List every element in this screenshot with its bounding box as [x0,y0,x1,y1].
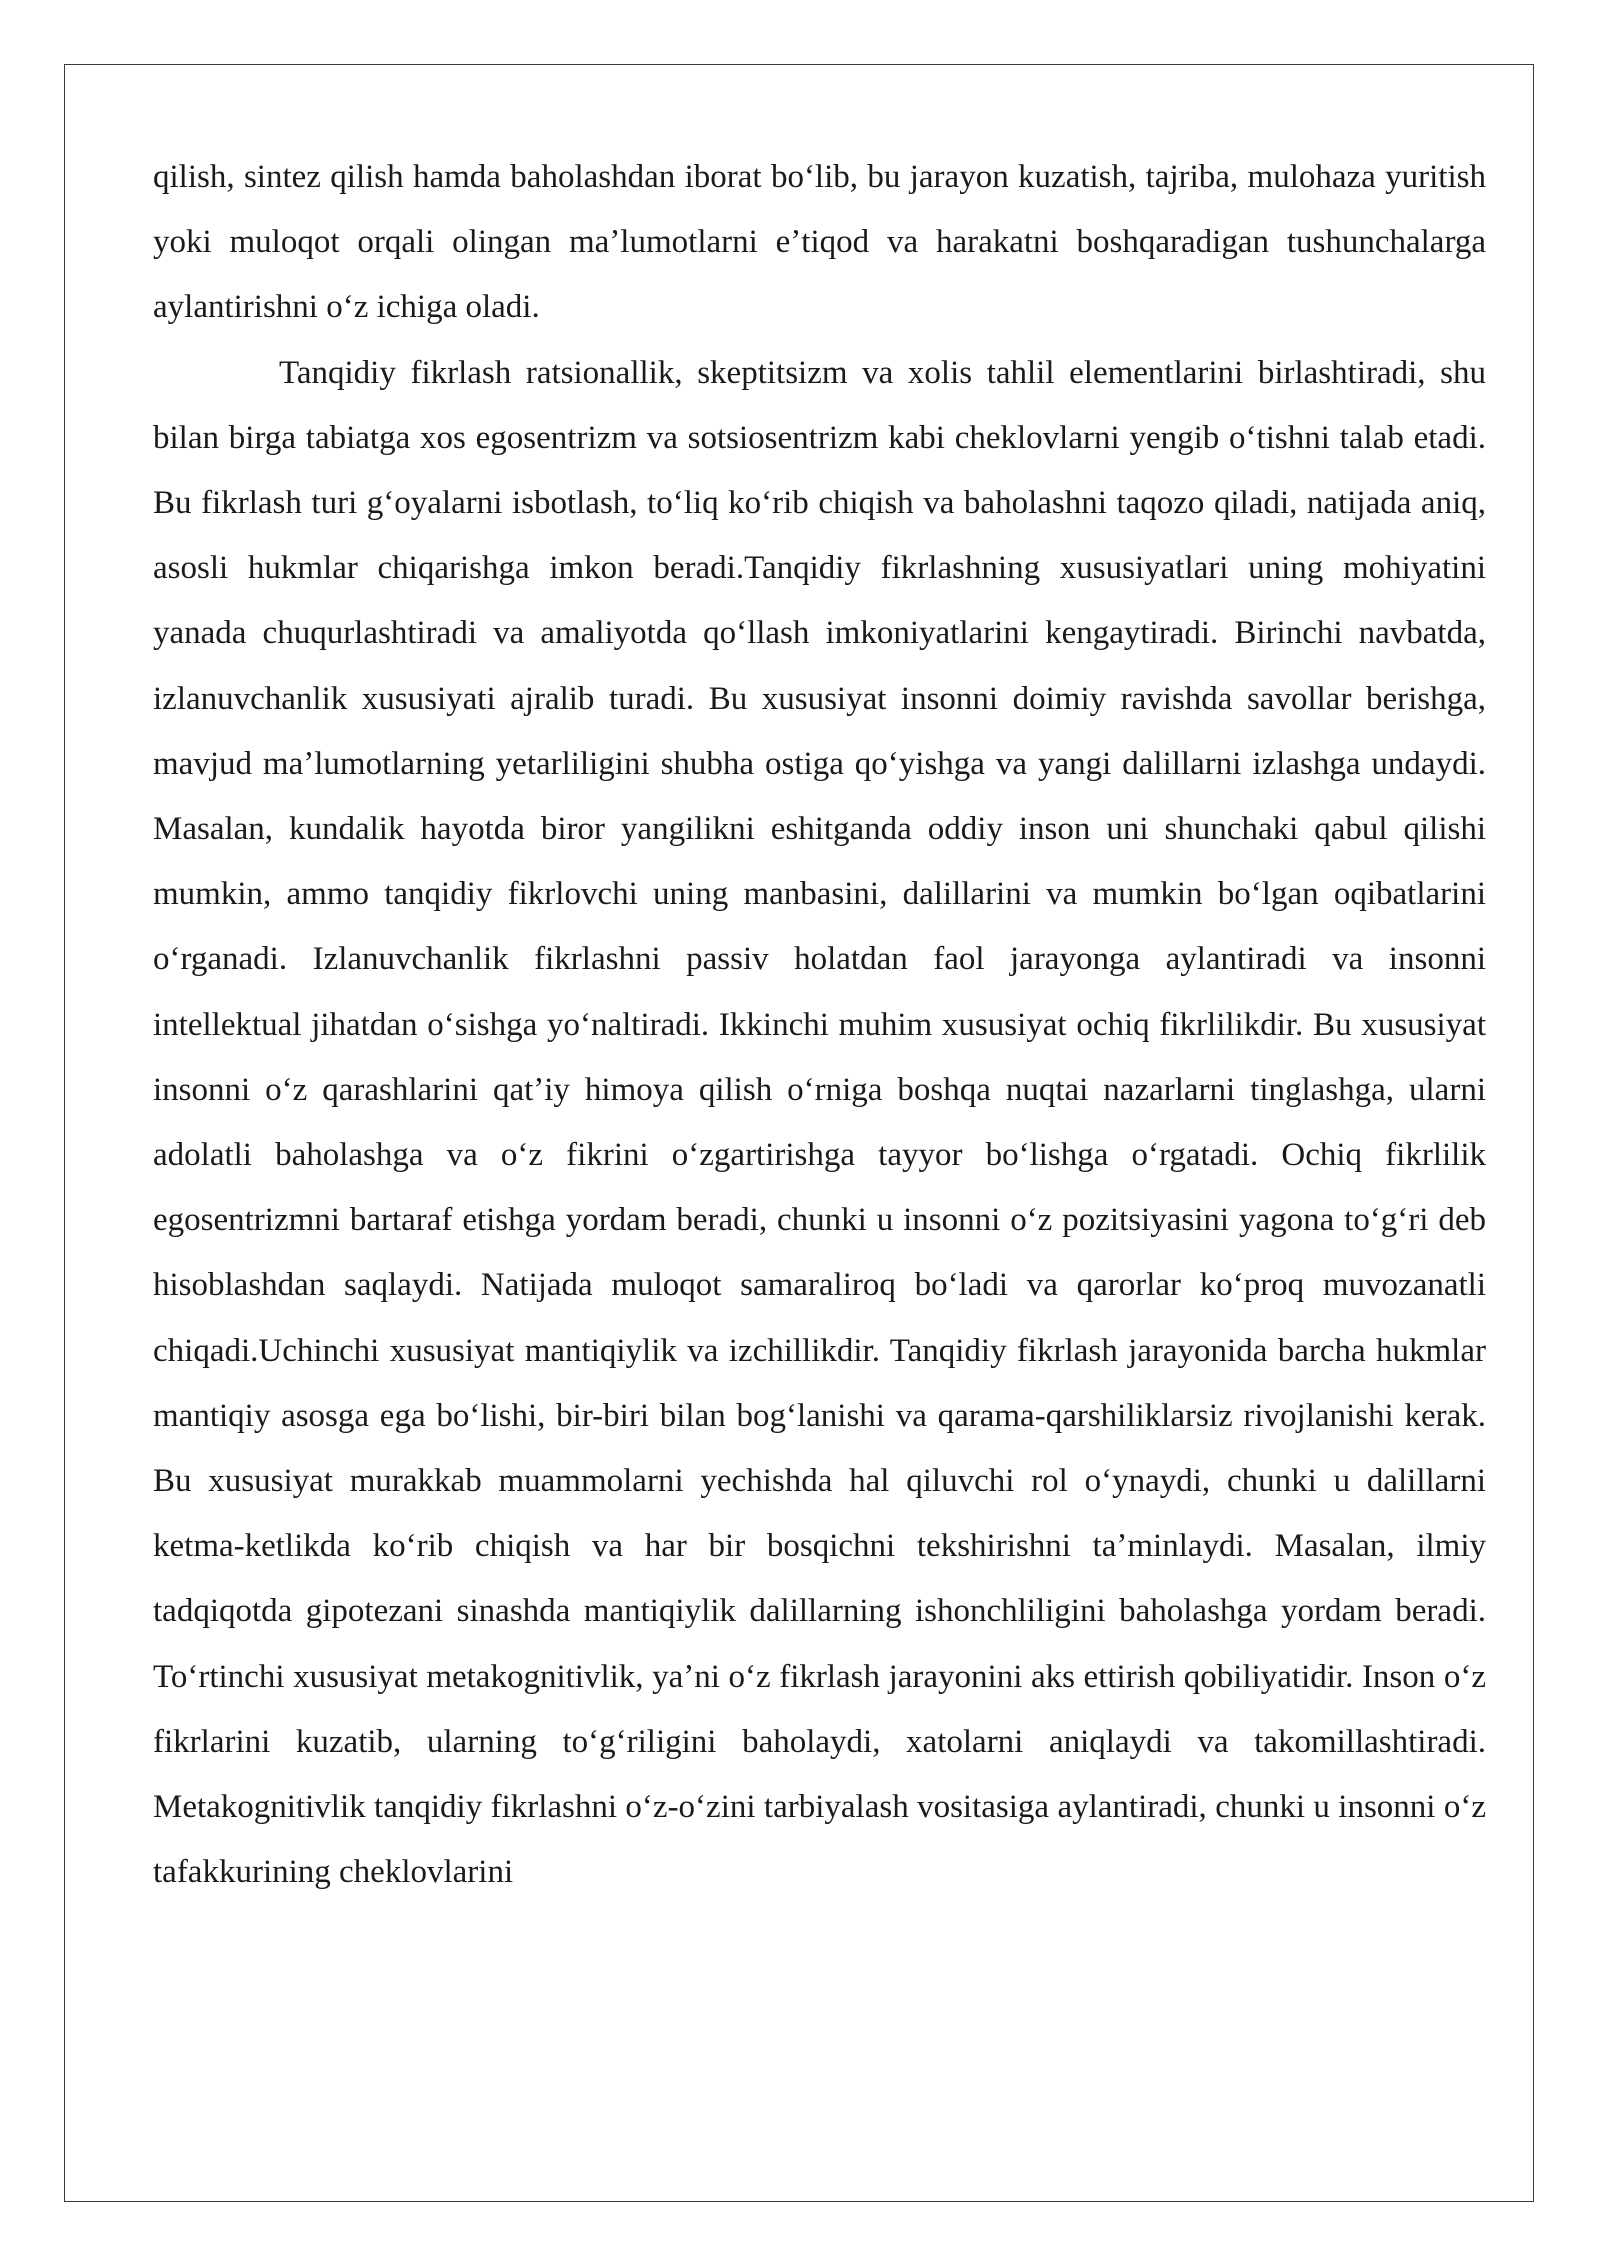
paragraph-continuation: qilish, sintez qilish hamda baholashdan iborat boʻlib, bu jarayon kuzatish, tajriba, mulohaza yuritish yoki muloqot orqali olingan maʼlumotlarni eʼtiqod va harakatni boshqaradigan tushunchalarga aylantirishni oʻz ichiga oladi. [153,159,1486,326]
document-body [153,145,1486,1905]
paragraph-critical-thinking: Tanqidiy fikrlash ratsionallik, skeptitsizm va xolis tahlil elementlarini birlashtiradi, shu bilan birga tabiatga xos egosentrizm va sotsiosentrizm kabi cheklovlarni yengib oʻtishni talab etadi. Bu fikrlash turi gʻoyalarni isbotlash, toʻliq koʻrib chiqish va baholashni taqozo qiladi, natijada aniq, asosli hukmlar chiqarishga imkon beradi.Tanqidiy fikrlashning xususiyatlari uning mohiyatini yanada chuqurlashtiradi va amaliyotda qoʻllash imkoniyatlarini kengaytiradi. Birinchi navbatda, izlanuvchanlik xususiyati ajralib turadi. Bu xususiyat insonni doimiy ravishda savollar berishga, mavjud maʼlumotlarning yetarliligini shubha ostiga qoʻyishga va yangi dalillarni izlashga undaydi. Masalan, kundalik hayotda biror yangilikni eshitganda oddiy inson uni shunchaki qabul qilishi mumkin, ammo tanqidiy fikrlovchi uning manbasini, dalillarini va mumkin boʻlgan oqibatlarini oʻrganadi. Izlanuvchanlik fikrlashni passiv holatdan faol jarayonga aylantiradi va insonni intellektual jihatdan oʻsishga yoʻnaltiradi. Ikkinchi muhim xususiyat ochiq fikrlilikdir. Bu xususiyat insonni oʻz qarashlarini qatʼiy himoya qilish oʻrniga boshqa nuqtai nazarlarni tinglashga, ularni adolatli baholashga va oʻz fikrini oʻzgartirishga tayyor boʻlishga oʻrgatadi. Ochiq fikrlilik egosentrizmni bartaraf etishga yordam beradi, chunki u insonni oʻz pozitsiyasini yagona toʻgʻri deb hisoblashdan saqlaydi. Natijada muloqot samaraliroq boʻladi va qarorlar koʻproq muvozanatli chiqadi.Uchinchi xususiyat mantiqiylik va izchillikdir. Tanqidiy fikrlash jarayonida barcha hukmlar mantiqiy asosga ega boʻlishi, bir-biri bilan bogʻlanishi va qarama-qarshiliklarsiz rivojlanishi kerak. Bu xususiyat murakkab muammolarni yechishda hal qiluvchi rol oʻynaydi, chunki u dalillarni ketma-ketlikda koʻrib chiqish va har bir bosqichni tekshirishni taʼminlaydi. Masalan, ilmiy tadqiqotda gipotezani sinashda mantiqiylik dalillarning ishonchliligini baholashga yordam beradi. Toʻrtinchi xususiyat metakognitivlik, yaʼni oʻz fikrlash jarayonini aks ettirish qobiliyatidir. Inson oʻz fikrlarini kuzatib, ularning toʻgʻriligini baholaydi, xatolarni aniqlaydi va takomillashtiradi. Metakognitivlik tanqidiy fikrlashni oʻz-oʻzini tarbiyalash vositasiga aylantiradi, chunki u insonni oʻz tafakkurining cheklovlarini [153,354,1486,1891]
